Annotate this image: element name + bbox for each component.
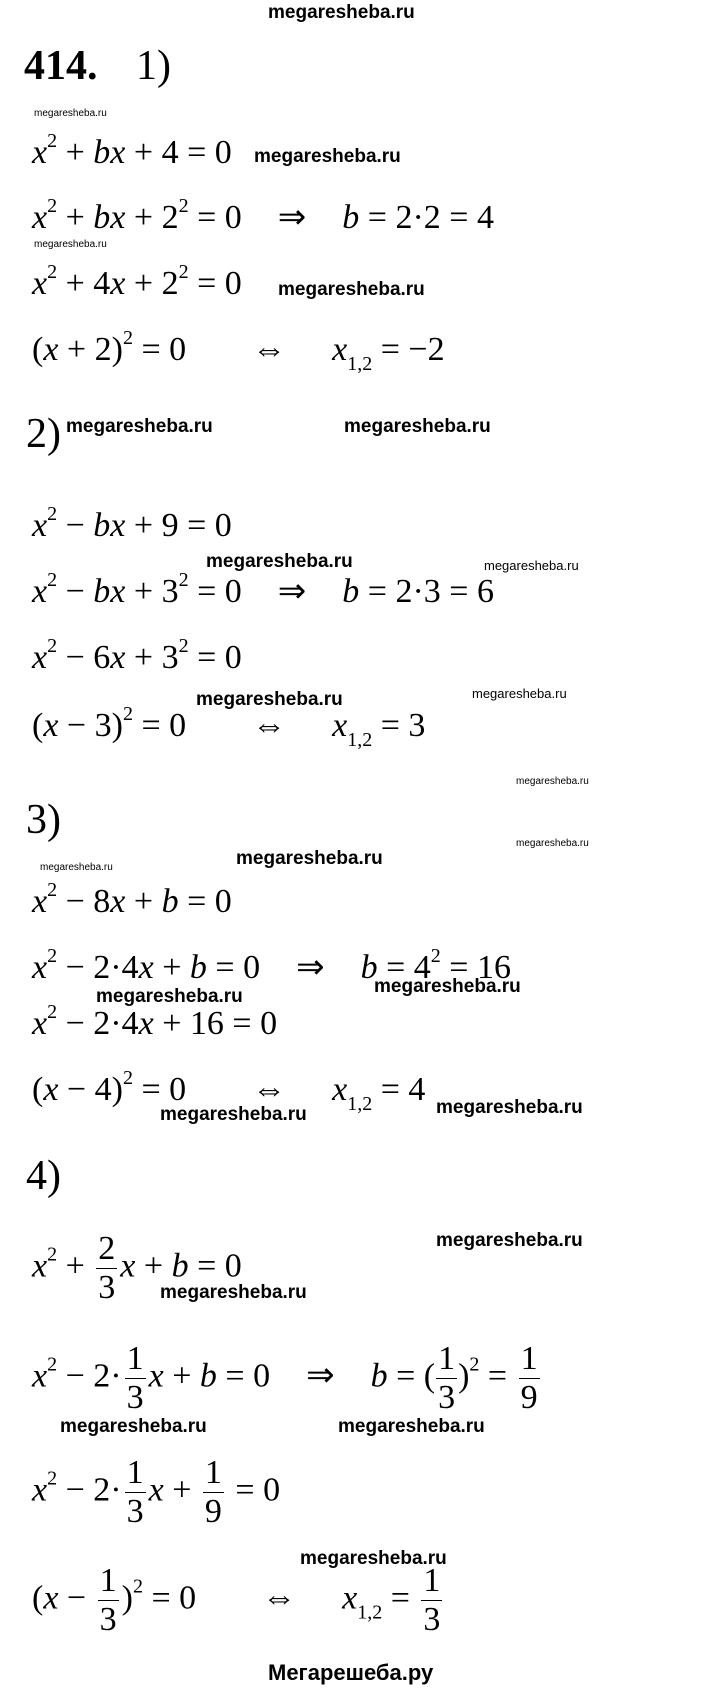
equation-2-1: $x^2$ − bx + 9 = 0 xyxy=(32,503,232,544)
watermark: megaresheba.ru xyxy=(484,558,579,573)
watermark: megaresheba.ru xyxy=(436,1097,583,1118)
equation-1-1: $x^2$ + bx + 4 = 0 xyxy=(32,130,232,171)
part-4-heading: 4) xyxy=(26,1153,61,1199)
watermark: megaresheba.ru xyxy=(436,1230,583,1251)
part-2-heading: 2) xyxy=(26,411,61,457)
watermark: megaresheba.ru xyxy=(344,416,491,437)
part-3-heading: 3) xyxy=(26,797,61,843)
watermark: megaresheba.ru xyxy=(160,1282,307,1303)
top-watermark: megaresheba.ru xyxy=(268,2,415,23)
watermark: megaresheba.ru xyxy=(516,838,589,849)
equation-1-4: $(x + 2)^2 = 0$ ⇔ $x_{1,2} = -2$ xyxy=(32,327,445,375)
equation-3-2: $x^2 - 2\cdot 4x + b = 0$ ⇒ $b = 4^2 = 16$ xyxy=(32,945,511,986)
watermark: megaresheba.ru xyxy=(374,976,521,997)
watermark: megaresheba.ru xyxy=(236,848,383,869)
watermark: megaresheba.ru xyxy=(196,689,343,710)
watermark: megaresheba.ru xyxy=(300,1548,447,1569)
footer-site-name: Мегарешеба.ру xyxy=(268,1660,434,1685)
watermark: megaresheba.ru xyxy=(206,551,353,572)
equation-4-1: $x^2$ + $\frac{2}{3}$ x + b = 0 xyxy=(32,1230,242,1306)
equation-4-4: (x − $\frac{1}{3}$ )$^2$ = 0 ⇔ $x_{1,2}$ = $\frac{1}{3}$ xyxy=(32,1562,441,1638)
problem-number: 414. xyxy=(24,43,98,89)
equation-1-3: $x^2 + 4x + 2^2 = 0$ xyxy=(32,261,242,302)
equation-3-3: $x^2 - 2\cdot 4x + 16 = 0$ xyxy=(32,1001,278,1042)
watermark: megaresheba.ru xyxy=(338,1416,485,1437)
watermark: megaresheba.ru xyxy=(60,1416,207,1437)
equation-2-4: $(x - 3)^2 = 0$ ⇔ $x_{1,2} = 3$ xyxy=(32,703,426,751)
watermark: megaresheba.ru xyxy=(160,1104,307,1125)
equation-1-2: $x^2$ + bx + $2^2 = 0$ ⇒ b = 2·2 = 4 xyxy=(32,195,494,236)
equation-3-1: $x^2 - 8x + b = 0$ xyxy=(32,879,232,920)
watermark: megaresheba.ru xyxy=(66,416,213,437)
watermark: megaresheba.ru xyxy=(34,239,107,250)
equation-4-3: $x^2 - 2\cdot$ $\frac{1}{3}$ x + $\frac{1}{9}$ = 0 xyxy=(32,1454,281,1530)
watermark: megaresheba.ru xyxy=(96,986,243,1007)
equation-2-3: $x^2 - 6x + 3^2 = 0$ xyxy=(32,635,242,676)
equation-4-2: $x^2 - 2\cdot$ $\frac{1}{3}$ x + b = 0 ⇒ b = ( $\frac{1}{3}$ )$^2$ = $\frac{1}{9}$ xyxy=(32,1340,538,1416)
watermark: megaresheba.ru xyxy=(278,279,425,300)
watermark: megaresheba.ru xyxy=(34,108,107,119)
part-1-heading: 1) xyxy=(136,43,171,89)
watermark: megaresheba.ru xyxy=(254,146,401,167)
watermark: megaresheba.ru xyxy=(40,862,113,873)
watermark: megaresheba.ru xyxy=(472,686,567,701)
equation-3-4: $(x - 4)^2 = 0$ ⇔ $x_{1,2} = 4$ xyxy=(32,1067,426,1115)
equation-2-2: $x^2$ − bx + $3^2 = 0$ ⇒ b = 2·3 = 6 xyxy=(32,569,494,610)
watermark: megaresheba.ru xyxy=(516,776,589,787)
